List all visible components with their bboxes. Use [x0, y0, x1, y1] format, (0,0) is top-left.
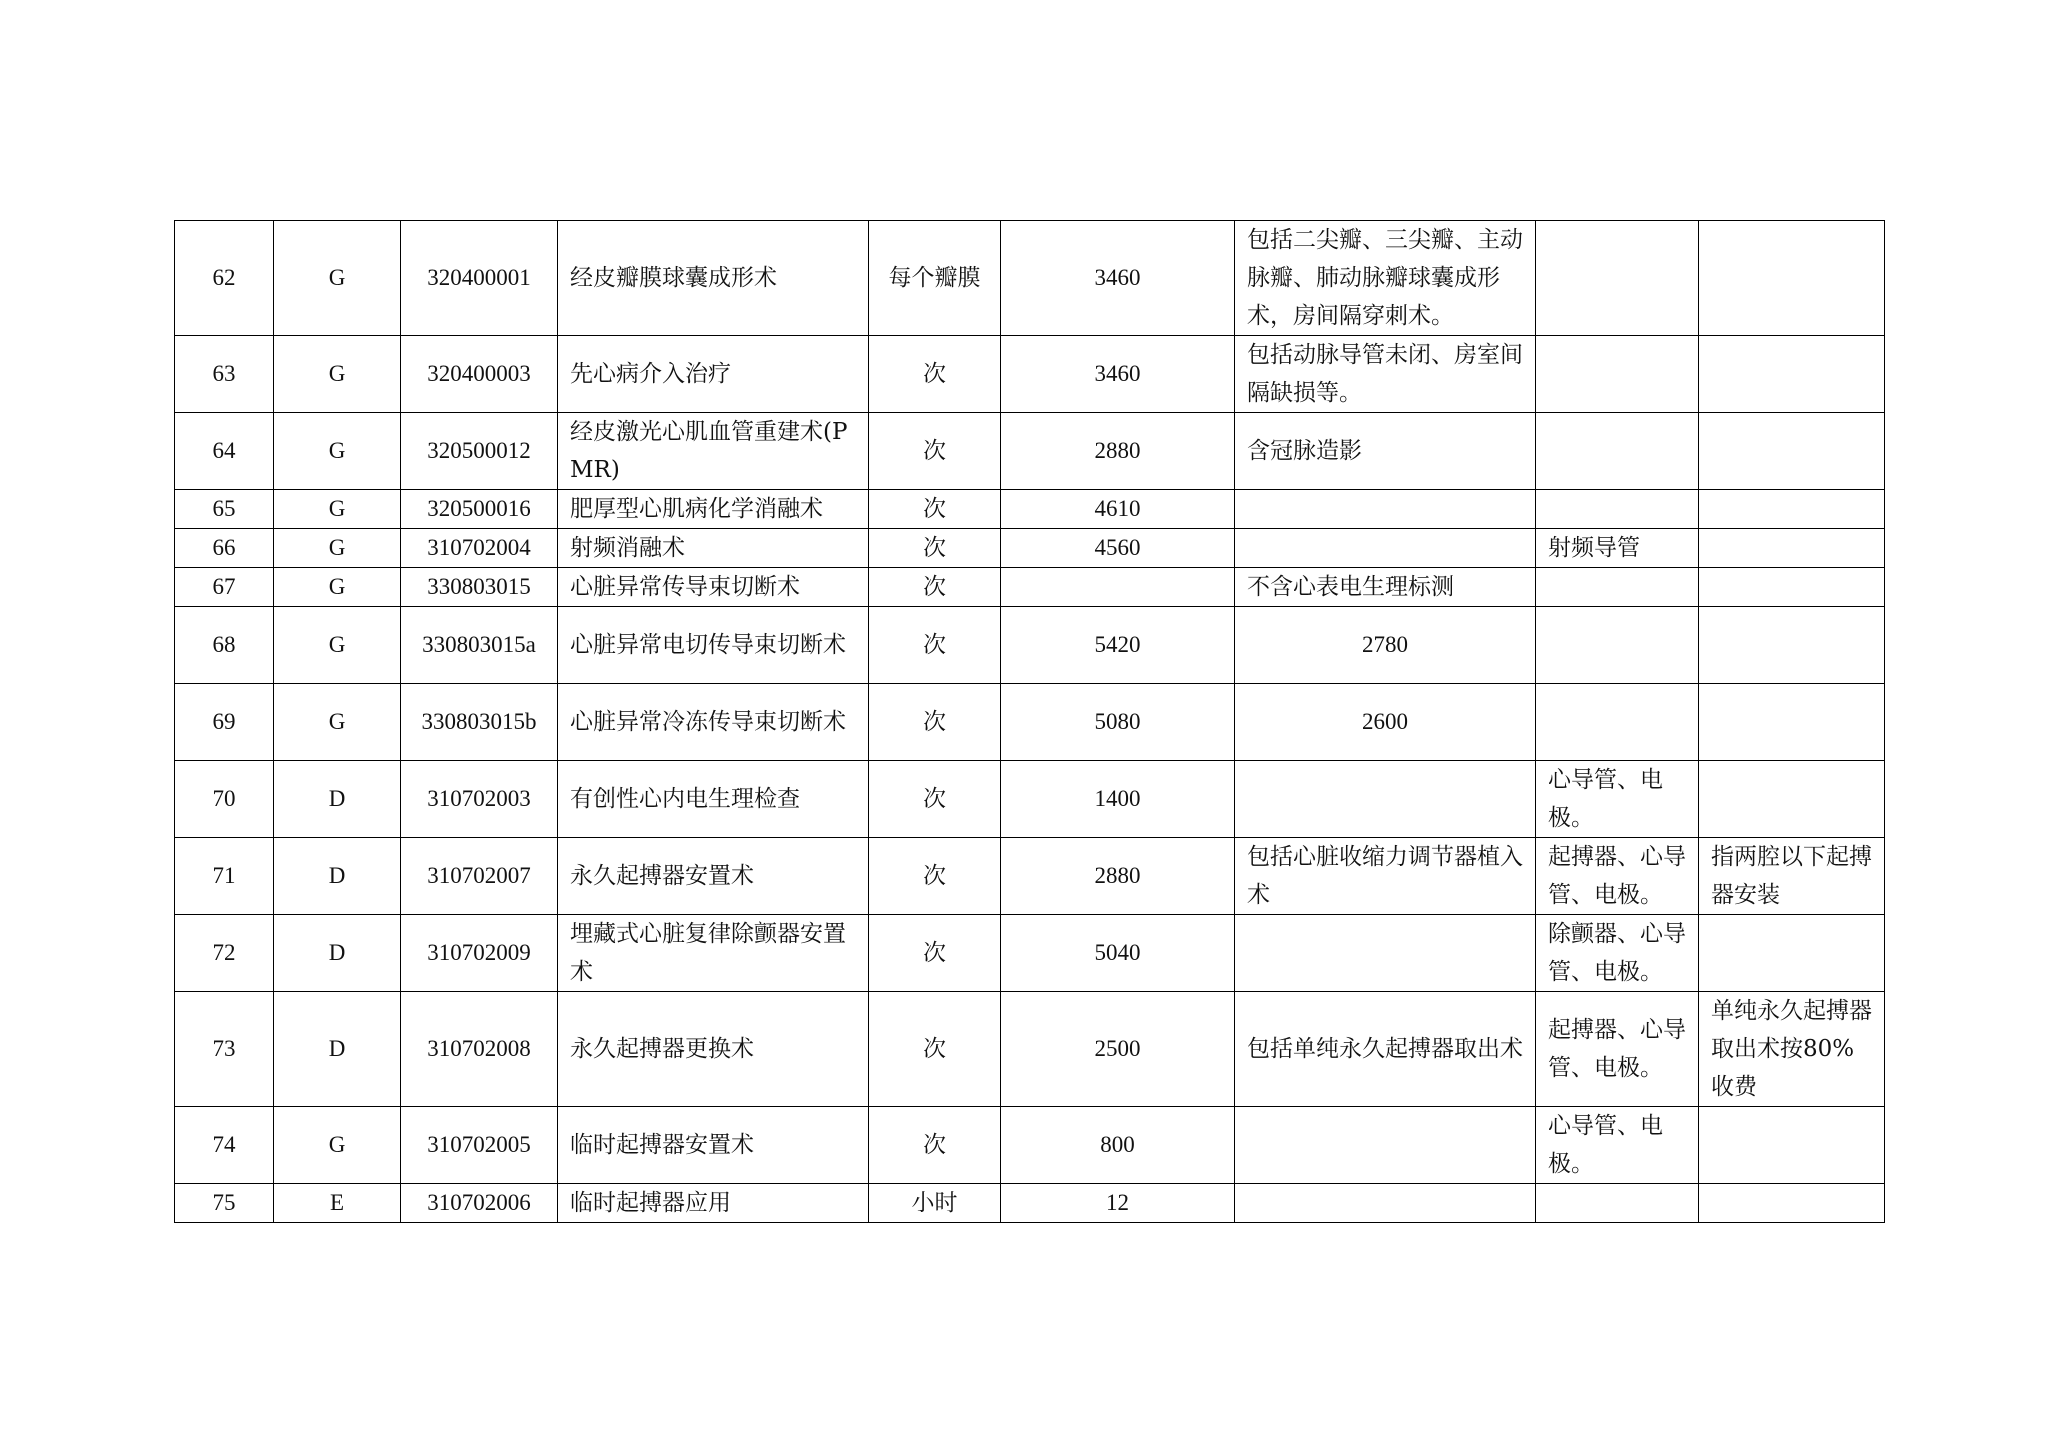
cell-material: 心导管、电极。	[1536, 1107, 1699, 1184]
cell-remark	[1699, 221, 1885, 336]
cell-note: 含冠脉造影	[1235, 413, 1536, 490]
cell-remark	[1699, 336, 1885, 413]
cell-no: 62	[175, 221, 274, 336]
cell-class: G	[274, 1107, 401, 1184]
cell-material: 心导管、电极。	[1536, 761, 1699, 838]
cell-class: D	[274, 761, 401, 838]
cell-note	[1235, 529, 1536, 568]
cell-name: 心脏异常传导束切断术	[558, 568, 869, 607]
cell-no: 65	[175, 490, 274, 529]
cell-material	[1536, 568, 1699, 607]
cell-material	[1536, 1184, 1699, 1223]
cell-name: 经皮瓣膜球囊成形术	[558, 221, 869, 336]
table-row	[175, 568, 1885, 607]
table-row	[175, 915, 1885, 992]
cell-no: 70	[175, 761, 274, 838]
cell-unit: 次	[869, 1107, 1001, 1184]
cell-class: G	[274, 336, 401, 413]
cell-name: 心脏异常电切传导束切断术	[558, 607, 869, 684]
cell-material	[1536, 490, 1699, 529]
cell-class: D	[274, 838, 401, 915]
cell-code: 310702003	[401, 761, 558, 838]
cell-no: 66	[175, 529, 274, 568]
table-row	[175, 992, 1885, 1107]
cell-note	[1235, 761, 1536, 838]
cell-remark	[1699, 1184, 1885, 1223]
cell-price: 4610	[1001, 490, 1235, 529]
cell-price: 5080	[1001, 684, 1235, 761]
cell-price: 3460	[1001, 336, 1235, 413]
cell-remark	[1699, 607, 1885, 684]
cell-price: 2880	[1001, 413, 1235, 490]
cell-note: 包括心脏收缩力调节器植入术	[1235, 838, 1536, 915]
cell-code: 310702008	[401, 992, 558, 1107]
table-row	[175, 490, 1885, 529]
cell-code: 310702004	[401, 529, 558, 568]
cell-unit: 次	[869, 607, 1001, 684]
cell-name: 临时起搏器安置术	[558, 1107, 869, 1184]
cell-price: 3460	[1001, 221, 1235, 336]
cell-price: 5420	[1001, 607, 1235, 684]
cell-unit: 次	[869, 915, 1001, 992]
cell-remark	[1699, 568, 1885, 607]
cell-remark	[1699, 761, 1885, 838]
cell-material	[1536, 684, 1699, 761]
cell-no: 63	[175, 336, 274, 413]
cell-no: 75	[175, 1184, 274, 1223]
cell-unit: 次	[869, 529, 1001, 568]
cell-unit: 次	[869, 992, 1001, 1107]
cell-code: 310702006	[401, 1184, 558, 1223]
cell-note: 包括二尖瓣、三尖瓣、主动脉瓣、肺动脉瓣球囊成形术，房间隔穿刺术。	[1235, 221, 1536, 336]
cell-remark	[1699, 684, 1885, 761]
cell-remark	[1699, 915, 1885, 992]
cell-class: D	[274, 992, 401, 1107]
table-row	[175, 684, 1885, 761]
cell-price: 2500	[1001, 992, 1235, 1107]
cell-price	[1001, 568, 1235, 607]
cell-remark	[1699, 490, 1885, 529]
cell-class: G	[274, 607, 401, 684]
cell-remark	[1699, 529, 1885, 568]
cell-no: 71	[175, 838, 274, 915]
cell-class: G	[274, 684, 401, 761]
table-row	[175, 336, 1885, 413]
cell-class: G	[274, 568, 401, 607]
cell-note: 包括动脉导管未闭、房室间隔缺损等。	[1235, 336, 1536, 413]
cell-material: 起搏器、心导管、电极。	[1536, 992, 1699, 1107]
cell-code: 310702005	[401, 1107, 558, 1184]
cell-remark	[1699, 413, 1885, 490]
cell-name: 心脏异常冷冻传导束切断术	[558, 684, 869, 761]
cell-note: 2780	[1235, 607, 1536, 684]
cell-note	[1235, 915, 1536, 992]
table-row	[175, 838, 1885, 915]
cell-name: 肥厚型心肌病化学消融术	[558, 490, 869, 529]
cell-no: 73	[175, 992, 274, 1107]
table-row	[175, 221, 1885, 336]
cell-class: E	[274, 1184, 401, 1223]
cell-name: 埋藏式心脏复律除颤器安置术	[558, 915, 869, 992]
cell-class: G	[274, 490, 401, 529]
cell-code: 320400001	[401, 221, 558, 336]
cell-name: 临时起搏器应用	[558, 1184, 869, 1223]
cell-no: 72	[175, 915, 274, 992]
table-row	[175, 413, 1885, 490]
cell-code: 330803015	[401, 568, 558, 607]
cell-material: 起搏器、心导管、电极。	[1536, 838, 1699, 915]
cell-price: 12	[1001, 1184, 1235, 1223]
cell-unit: 次	[869, 568, 1001, 607]
cell-remark: 单纯永久起搏器取出术按80%收费	[1699, 992, 1885, 1107]
cell-code: 310702009	[401, 915, 558, 992]
cell-price: 5040	[1001, 915, 1235, 992]
cell-class: G	[274, 413, 401, 490]
cell-material	[1536, 607, 1699, 684]
cell-name: 先心病介入治疗	[558, 336, 869, 413]
cell-material	[1536, 413, 1699, 490]
cell-material: 除颤器、心导管、电极。	[1536, 915, 1699, 992]
cell-unit: 次	[869, 413, 1001, 490]
cell-remark	[1699, 1107, 1885, 1184]
table-row	[175, 607, 1885, 684]
cell-no: 74	[175, 1107, 274, 1184]
cell-note: 包括单纯永久起搏器取出术	[1235, 992, 1536, 1107]
cell-code: 310702007	[401, 838, 558, 915]
cell-code: 330803015a	[401, 607, 558, 684]
cell-name: 有创性心内电生理检查	[558, 761, 869, 838]
fee-table	[174, 220, 1885, 1223]
cell-price: 800	[1001, 1107, 1235, 1184]
cell-name: 永久起搏器更换术	[558, 992, 869, 1107]
cell-no: 67	[175, 568, 274, 607]
cell-unit: 次	[869, 490, 1001, 529]
cell-note	[1235, 490, 1536, 529]
cell-unit: 次	[869, 336, 1001, 413]
table-row	[175, 761, 1885, 838]
cell-code: 320400003	[401, 336, 558, 413]
cell-class: G	[274, 529, 401, 568]
cell-material	[1536, 336, 1699, 413]
cell-note	[1235, 1107, 1536, 1184]
cell-remark: 指两腔以下起搏器安装	[1699, 838, 1885, 915]
table-body	[175, 221, 1885, 1223]
cell-name: 永久起搏器安置术	[558, 838, 869, 915]
cell-no: 69	[175, 684, 274, 761]
table-row	[175, 1184, 1885, 1223]
cell-price: 2880	[1001, 838, 1235, 915]
cell-class: D	[274, 915, 401, 992]
cell-note: 2600	[1235, 684, 1536, 761]
cell-name: 射频消融术	[558, 529, 869, 568]
cell-name: 经皮激光心肌血管重建术(PMR)	[558, 413, 869, 490]
cell-price: 4560	[1001, 529, 1235, 568]
cell-unit: 每个瓣膜	[869, 221, 1001, 336]
cell-note: 不含心表电生理标测	[1235, 568, 1536, 607]
cell-material	[1536, 221, 1699, 336]
cell-code: 330803015b	[401, 684, 558, 761]
cell-unit: 次	[869, 838, 1001, 915]
cell-code: 320500012	[401, 413, 558, 490]
cell-unit: 次	[869, 761, 1001, 838]
cell-unit: 小时	[869, 1184, 1001, 1223]
cell-class: G	[274, 221, 401, 336]
cell-unit: 次	[869, 684, 1001, 761]
table-row	[175, 529, 1885, 568]
cell-code: 320500016	[401, 490, 558, 529]
cell-no: 64	[175, 413, 274, 490]
cell-note	[1235, 1184, 1536, 1223]
cell-material: 射频导管	[1536, 529, 1699, 568]
cell-no: 68	[175, 607, 274, 684]
cell-price: 1400	[1001, 761, 1235, 838]
table-row	[175, 1107, 1885, 1184]
